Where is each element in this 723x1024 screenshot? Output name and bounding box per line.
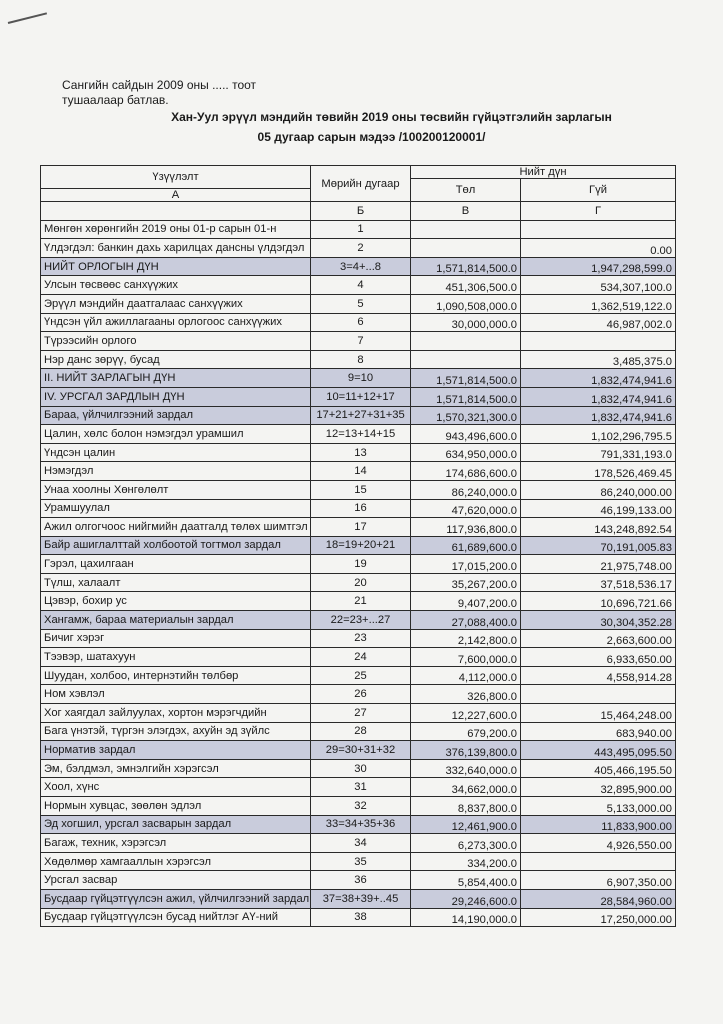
- row-name: Бичиг хэрэг: [41, 629, 311, 648]
- table-row: [41, 704, 676, 723]
- header-actual: Гүй: [521, 179, 676, 202]
- table-row: [41, 834, 676, 853]
- row-code: 17: [311, 518, 411, 537]
- row-actual: 6,933,650.00: [521, 648, 676, 667]
- row-name: II. НИЙТ ЗАРЛАГЫН ДҮН: [41, 369, 311, 388]
- table-row: [41, 406, 676, 425]
- row-name: Улсын төсвөөс санхүүжих: [41, 276, 311, 295]
- row-code: 35: [311, 852, 411, 871]
- row-name: Унаа хоолны Хөнгөлөлт: [41, 480, 311, 499]
- table-row: [41, 443, 676, 462]
- table-row: [41, 276, 676, 295]
- row-actual: 2,663,600.00: [521, 629, 676, 648]
- table-row: [41, 722, 676, 741]
- row-name: Бусдаар гүйцэтгүүлсэн бусад нийтлэг АҮ-ний: [41, 908, 311, 927]
- row-name: Цэвэр, бохир ус: [41, 592, 311, 611]
- table-row: [41, 220, 676, 239]
- row-code: 13: [311, 443, 411, 462]
- table-row: [41, 425, 676, 444]
- row-name: Бараа, үйлчилгээний зардал: [41, 406, 311, 425]
- row-code: 21: [311, 592, 411, 611]
- letter-v: В: [411, 202, 521, 221]
- row-code: 7: [311, 332, 411, 351]
- row-actual: 86,240,000.00: [521, 480, 676, 499]
- row-actual: [521, 852, 676, 871]
- row-name: Гэрэл, цахилгаан: [41, 555, 311, 574]
- row-code: 3=4+...8: [311, 257, 411, 276]
- table-row: [41, 239, 676, 258]
- row-code: 19: [311, 555, 411, 574]
- row-actual: 1,832,474,941.6: [521, 369, 676, 388]
- row-plan: [411, 239, 521, 258]
- row-plan: 451,306,500.0: [411, 276, 521, 295]
- row-actual: 32,895,900.00: [521, 778, 676, 797]
- row-plan: 12,227,600.0: [411, 704, 521, 723]
- row-plan: [411, 332, 521, 351]
- table-row: [41, 518, 676, 537]
- table-row: [41, 797, 676, 816]
- table-row: [41, 480, 676, 499]
- row-actual: 1,947,298,599.0: [521, 257, 676, 276]
- row-code: 32: [311, 797, 411, 816]
- row-code: 36: [311, 871, 411, 890]
- row-actual: 21,975,748.00: [521, 555, 676, 574]
- row-name: Ном хэвлэл: [41, 685, 311, 704]
- table-row: [41, 871, 676, 890]
- row-name: НИЙТ ОРЛОГЫН ДҮН: [41, 257, 311, 276]
- table-row: [41, 741, 676, 760]
- row-actual: 1,362,519,122.0: [521, 294, 676, 313]
- table-row: [41, 889, 676, 908]
- row-plan: 7,600,000.0: [411, 648, 521, 667]
- letter-a: А: [41, 189, 311, 202]
- row-actual: 1,832,474,941.6: [521, 406, 676, 425]
- row-plan: 30,000,000.0: [411, 313, 521, 332]
- row-code: 12=13+14+15: [311, 425, 411, 444]
- row-actual: 46,199,133.00: [521, 499, 676, 518]
- row-name: Эрүүл мэндийн даатгалаас санхүүжих: [41, 294, 311, 313]
- table-row: [41, 815, 676, 834]
- row-actual: 683,940.00: [521, 722, 676, 741]
- row-name: Түрээсийн орлого: [41, 332, 311, 351]
- row-actual: 4,926,550.00: [521, 834, 676, 853]
- row-name: Хоол, хүнс: [41, 778, 311, 797]
- row-code: 27: [311, 704, 411, 723]
- table-row: [41, 573, 676, 592]
- row-actual: 1,832,474,941.6: [521, 387, 676, 406]
- row-actual: 4,558,914.28: [521, 666, 676, 685]
- letter-b: Б: [311, 202, 411, 221]
- letter-g: Г: [521, 202, 676, 221]
- row-plan: 47,620,000.0: [411, 499, 521, 518]
- letter-empty: [41, 202, 311, 221]
- row-name: Бусдаар гүйцэтгүүлсэн ажил, үйлчилгээний зардал: [41, 889, 311, 908]
- row-plan: 1,570,321,300.0: [411, 406, 521, 425]
- row-plan: 17,015,200.0: [411, 555, 521, 574]
- table-row: [41, 536, 676, 555]
- header-total: Нийт дүн: [411, 166, 676, 179]
- row-plan: 376,139,800.0: [411, 741, 521, 760]
- report-subtitle: 05 дугаар сарын мэдээ /100200120001/: [257, 130, 486, 144]
- row-plan: 9,407,200.0: [411, 592, 521, 611]
- table-row: [41, 852, 676, 871]
- row-code: 1: [311, 220, 411, 239]
- row-code: 17+21+27+31+35: [311, 406, 411, 425]
- row-plan: 61,689,600.0: [411, 536, 521, 555]
- row-actual: 0.00: [521, 239, 676, 258]
- row-plan: [411, 220, 521, 239]
- row-actual: 6,907,350.00: [521, 871, 676, 890]
- row-code: 30: [311, 759, 411, 778]
- row-plan: 332,640,000.0: [411, 759, 521, 778]
- row-plan: 2,142,800.0: [411, 629, 521, 648]
- row-plan: 679,200.0: [411, 722, 521, 741]
- row-plan: 634,950,000.0: [411, 443, 521, 462]
- table-row: [41, 908, 676, 927]
- row-code: 2: [311, 239, 411, 258]
- row-name: Нэр данс зөрүү, бусад: [41, 350, 311, 369]
- row-actual: 17,250,000.00: [521, 908, 676, 927]
- row-plan: 4,112,000.0: [411, 666, 521, 685]
- row-actual: 11,833,900.00: [521, 815, 676, 834]
- row-plan: 34,662,000.0: [411, 778, 521, 797]
- row-plan: 1,571,814,500.0: [411, 369, 521, 388]
- approval-line-1: Сангийн сайдын 2009 оны ..... тоот: [62, 78, 257, 92]
- row-actual: 30,304,352.28: [521, 611, 676, 630]
- row-actual: 46,987,002.0: [521, 313, 676, 332]
- table-row: [41, 294, 676, 313]
- row-name: IV. УРСГАЛ ЗАРДЛЫН ДҮН: [41, 387, 311, 406]
- row-name: Цалин, хөлс болон нэмэгдэл урамшил: [41, 425, 311, 444]
- row-name: Тээвэр, шатахуун: [41, 648, 311, 667]
- row-actual: 178,526,469.45: [521, 462, 676, 481]
- row-name: Мөнгөн хөрөнгийн 2019 оны 01-р сарын 01-н: [41, 220, 311, 239]
- report-title: Хан-Уул эрүүл мэндийн төвийн 2019 оны төсвийн гүйцэтгэлийн зарлагын: [171, 110, 612, 124]
- row-actual: 70,191,005.83: [521, 536, 676, 555]
- row-actual: 143,248,892.54: [521, 518, 676, 537]
- table-row: [41, 611, 676, 630]
- row-actual: 15,464,248.00: [521, 704, 676, 723]
- header-plan: Төл: [411, 179, 521, 202]
- row-plan: 117,936,800.0: [411, 518, 521, 537]
- table-row: [41, 387, 676, 406]
- row-name: Эд хогшил, урсгал засварын зардал: [41, 815, 311, 834]
- table-row: [41, 629, 676, 648]
- row-code: 18=19+20+21: [311, 536, 411, 555]
- row-code: 29=30+31+32: [311, 741, 411, 760]
- approval-line-2: тушаалаар батлав.: [62, 93, 169, 107]
- row-actual: 10,696,721.66: [521, 592, 676, 611]
- row-actual: 37,518,536.17: [521, 573, 676, 592]
- table-body: [41, 220, 676, 927]
- table-row: [41, 759, 676, 778]
- row-name: Хангамж, бараа материалын зардал: [41, 611, 311, 630]
- row-plan: 5,854,400.0: [411, 871, 521, 890]
- row-name: Хөдөлмөр хамгааллын хэрэгсэл: [41, 852, 311, 871]
- row-code: 5: [311, 294, 411, 313]
- row-plan: 326,800.0: [411, 685, 521, 704]
- row-plan: 27,088,400.0: [411, 611, 521, 630]
- row-code: 28: [311, 722, 411, 741]
- scan-mark: [8, 12, 47, 24]
- header-indicator: Үзүүлэлт: [41, 166, 311, 189]
- row-code: 10=11+12+17: [311, 387, 411, 406]
- table-row: [41, 350, 676, 369]
- row-code: 38: [311, 908, 411, 927]
- row-actual: [521, 220, 676, 239]
- row-actual: 3,485,375.0: [521, 350, 676, 369]
- row-code: 8: [311, 350, 411, 369]
- row-actual: [521, 332, 676, 351]
- row-code: 22=23+...27: [311, 611, 411, 630]
- expense-report-table: [40, 165, 676, 927]
- row-plan: 174,686,600.0: [411, 462, 521, 481]
- row-name: Ажил олгогчоос нийгмийн даатгалд төлөх шимтгэл: [41, 518, 311, 537]
- row-name: Хог хаягдал зайлуулах, хортон мэрэгчдийн: [41, 704, 311, 723]
- row-code: 37=38+39+..45: [311, 889, 411, 908]
- row-code: 14: [311, 462, 411, 481]
- row-name: Үндсэн үйл ажиллагааны орлогоос санхүүжих: [41, 313, 311, 332]
- row-plan: 6,273,300.0: [411, 834, 521, 853]
- row-code: 15: [311, 480, 411, 499]
- row-code: 34: [311, 834, 411, 853]
- row-code: 6: [311, 313, 411, 332]
- table-row: [41, 592, 676, 611]
- table-row: [41, 462, 676, 481]
- table-row: [41, 778, 676, 797]
- row-name: Урсгал засвар: [41, 871, 311, 890]
- table-row: [41, 666, 676, 685]
- row-plan: 334,200.0: [411, 852, 521, 871]
- row-code: 23: [311, 629, 411, 648]
- row-code: 26: [311, 685, 411, 704]
- row-name: Урамшуулал: [41, 499, 311, 518]
- row-code: 33=34+35+36: [311, 815, 411, 834]
- row-actual: 534,307,100.0: [521, 276, 676, 295]
- row-actual: [521, 685, 676, 704]
- table-row: [41, 313, 676, 332]
- table-row: [41, 257, 676, 276]
- table-row: [41, 332, 676, 351]
- row-code: 24: [311, 648, 411, 667]
- row-name: Үндсэн цалин: [41, 443, 311, 462]
- row-code: 20: [311, 573, 411, 592]
- row-name: Байр ашиглалттай холбоотой тогтмол зардал: [41, 536, 311, 555]
- row-code: 9=10: [311, 369, 411, 388]
- row-actual: 1,102,296,795.5: [521, 425, 676, 444]
- row-name: Бага үнэтэй, түргэн элэгдэх, ахуйн эд зүйлс: [41, 722, 311, 741]
- row-plan: 1,571,814,500.0: [411, 387, 521, 406]
- row-plan: 12,461,900.0: [411, 815, 521, 834]
- row-actual: 28,584,960.00: [521, 889, 676, 908]
- row-name: Нормын хувцас, зөөлөн эдлэл: [41, 797, 311, 816]
- row-name: Эм, бэлдмэл, эмнэлгийн хэрэгсэл: [41, 759, 311, 778]
- row-name: Шуудан, холбоо, интернэтийн төлбөр: [41, 666, 311, 685]
- row-code: 31: [311, 778, 411, 797]
- row-code: 25: [311, 666, 411, 685]
- row-actual: 791,331,193.0: [521, 443, 676, 462]
- row-plan: 1,571,814,500.0: [411, 257, 521, 276]
- row-name: Түлш, халаалт: [41, 573, 311, 592]
- row-plan: 86,240,000.0: [411, 480, 521, 499]
- table-row: [41, 499, 676, 518]
- row-plan: [411, 350, 521, 369]
- row-actual: 443,495,095.50: [521, 741, 676, 760]
- row-actual: 5,133,000.00: [521, 797, 676, 816]
- row-plan: 35,267,200.0: [411, 573, 521, 592]
- table-row: [41, 369, 676, 388]
- row-actual: 405,466,195.50: [521, 759, 676, 778]
- row-name: Үлдэгдэл: банкин дахь харилцах дансны үлдэгдэл: [41, 239, 311, 258]
- table-row: [41, 685, 676, 704]
- row-plan: 943,496,600.0: [411, 425, 521, 444]
- table-row: [41, 555, 676, 574]
- approval-note: [62, 78, 256, 108]
- row-plan: 14,190,000.0: [411, 908, 521, 927]
- row-plan: 1,090,508,000.0: [411, 294, 521, 313]
- row-plan: 8,837,800.0: [411, 797, 521, 816]
- table-row: [41, 648, 676, 667]
- row-name: Нэмэгдэл: [41, 462, 311, 481]
- row-name: Багаж, техник, хэрэгсэл: [41, 834, 311, 853]
- row-code: 4: [311, 276, 411, 295]
- header-row-number: Мөрийн дугаар: [311, 166, 411, 202]
- row-plan: 29,246,600.0: [411, 889, 521, 908]
- row-code: 16: [311, 499, 411, 518]
- row-name: Нормaтив зардал: [41, 741, 311, 760]
